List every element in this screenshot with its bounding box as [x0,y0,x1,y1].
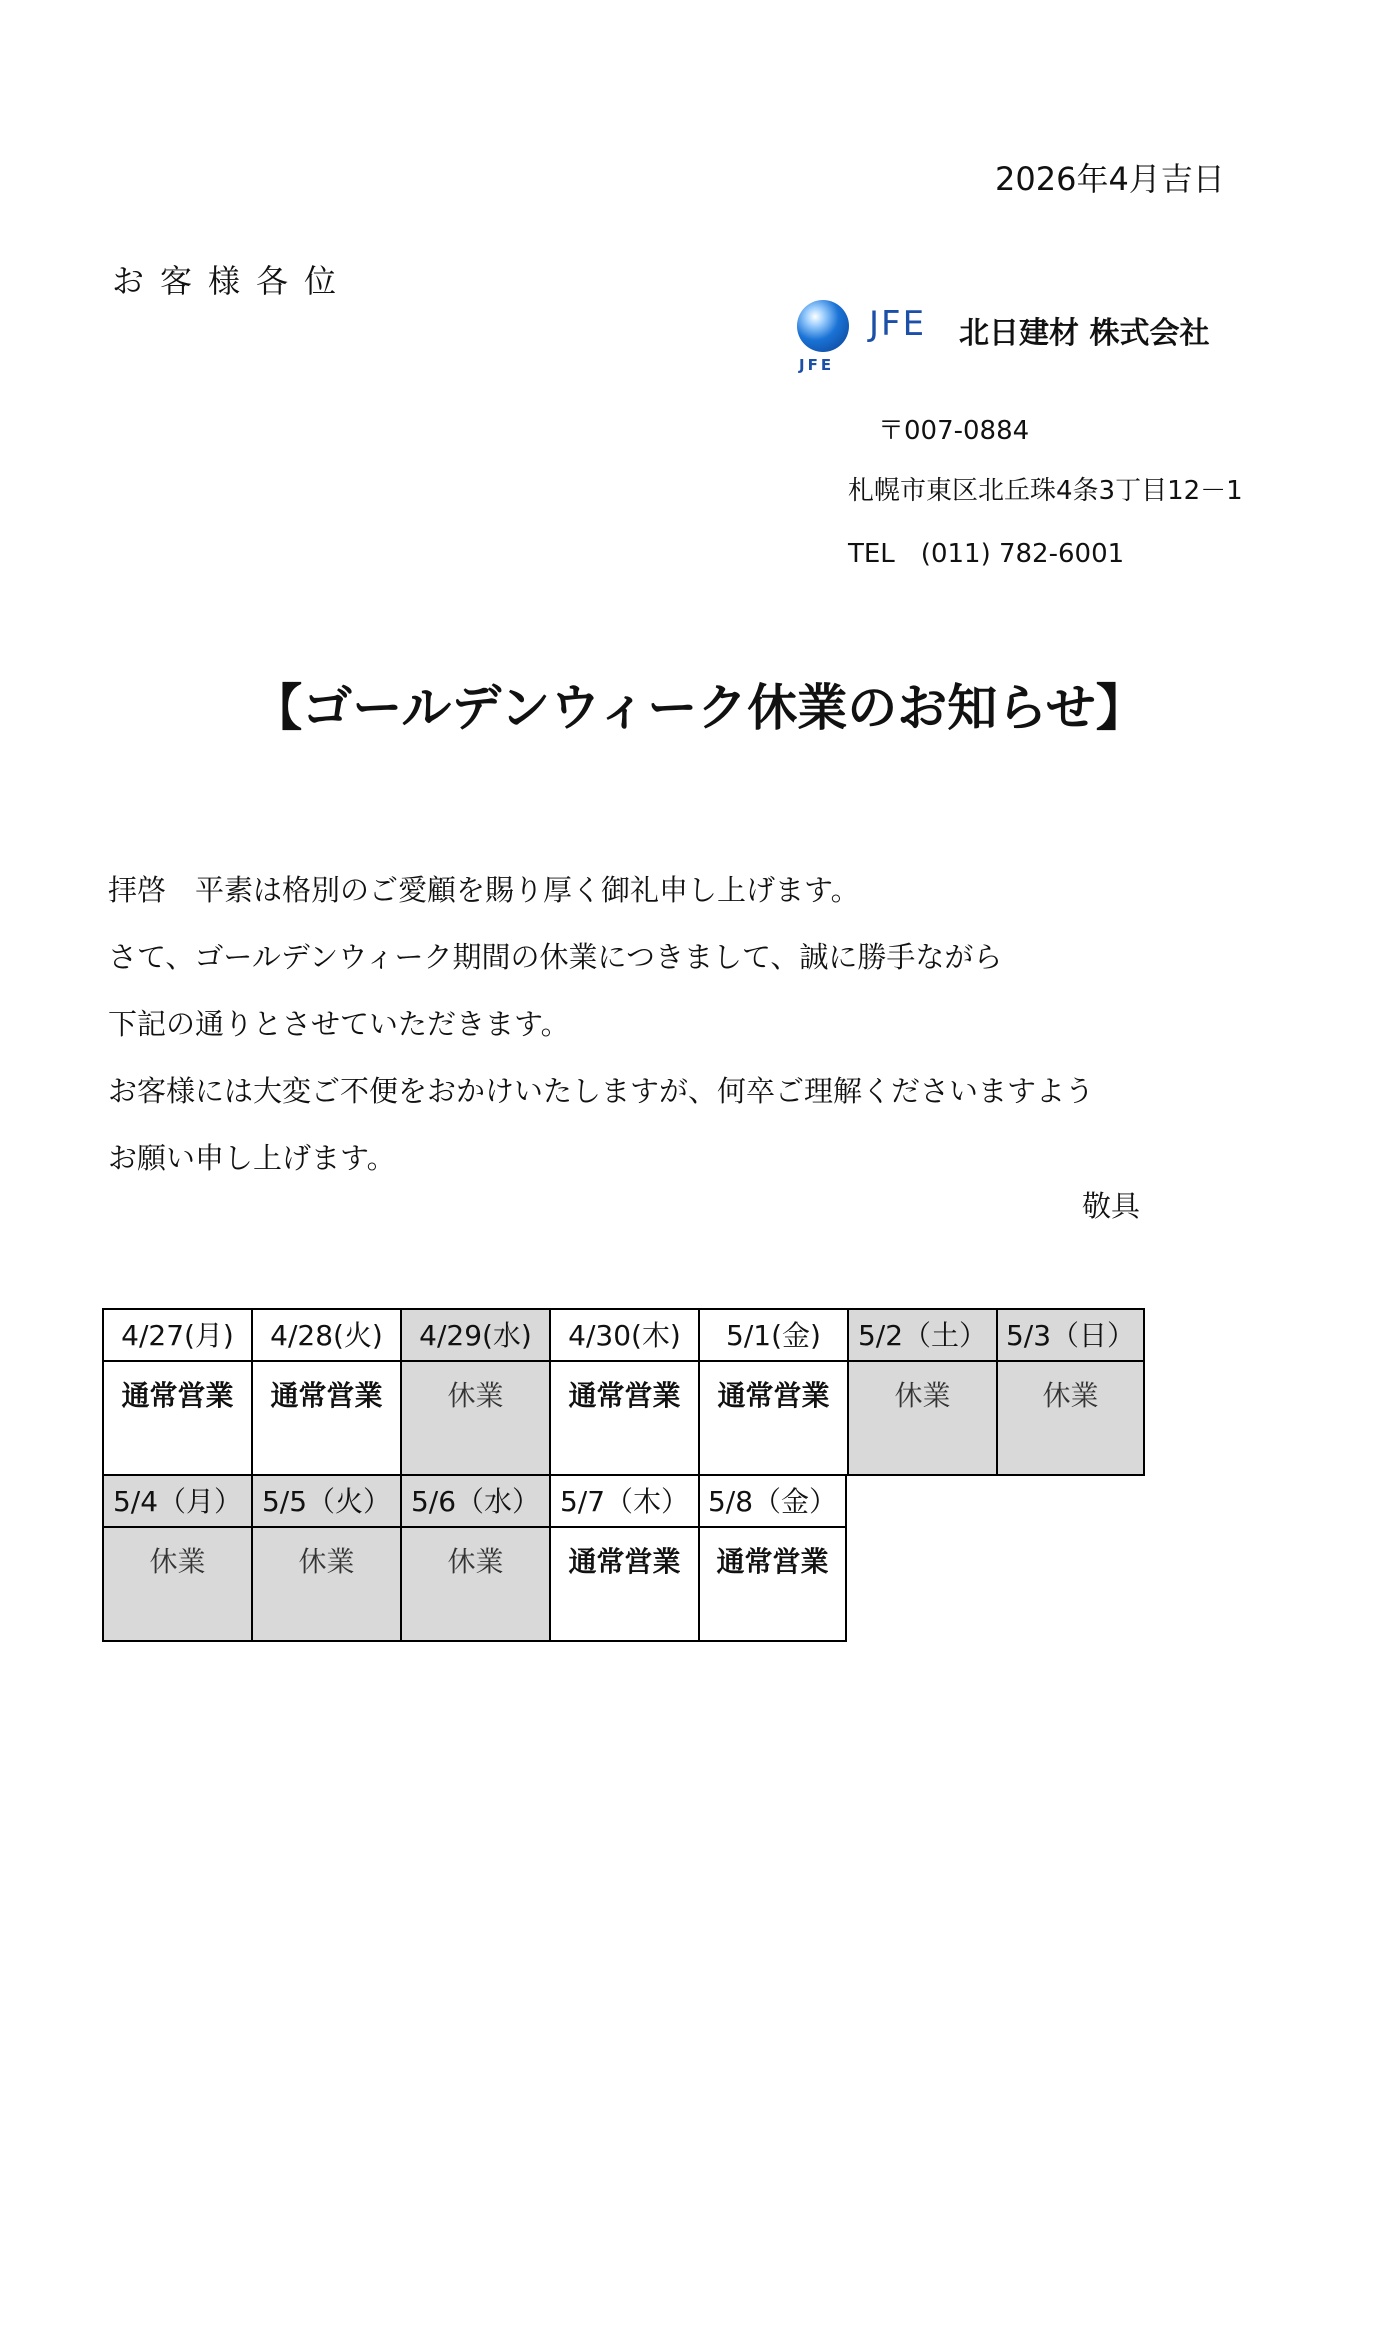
calendar-day-closed: 休業 [298,1545,355,1578]
calendar-day-open: 通常営業 [568,1545,681,1578]
calendar-day-date: 4/30(木) [551,1310,698,1362]
calendar-day-date: 5/7（木） [551,1476,698,1528]
calendar-day-cell [102,1308,251,1476]
jfe-sphere-icon [797,300,849,352]
calendar-day-date: 5/2（土） [849,1310,996,1362]
calendar-day-cell [400,1308,549,1476]
calendar-day-cell [549,1308,698,1476]
calendar-day-closed: 休業 [149,1545,206,1578]
company-address: 札幌市東区北丘珠4条3丁目12－1 [848,476,1243,506]
calendar-day-date: 5/3（日） [998,1310,1143,1362]
company-logo [797,300,1257,380]
calendar-day-date: 5/6（水） [402,1476,549,1528]
calendar-day-closed: 休業 [1042,1379,1099,1412]
body-line-2: さて、ゴールデンウィーク期間の休業につきまして、誠に勝手ながら [108,940,1003,974]
calendar-day-date: 4/27(月) [104,1310,251,1362]
calendar-day-cell [400,1474,549,1642]
closing: 敬具 [1082,1189,1141,1223]
body-line-4: お客様には大変ご不便をおかけいたしますが、何卒ご理解くださいますよう [108,1074,1095,1108]
calendar-day-cell [549,1474,698,1642]
calendar-day-closed: 休業 [447,1379,504,1412]
addressee: お客様各位 [112,262,353,300]
document-date: 2026年4月吉日 [995,160,1225,198]
calendar-day-cell [251,1474,400,1642]
notice-title: 【ゴールデンウィーク休業のお知らせ】 [252,679,1146,737]
calendar-day-date: 5/4（月） [104,1476,251,1528]
postal-code: 〒007-0884 [878,416,1030,446]
company-name: 北日建材 株式会社 [959,316,1210,351]
calendar-day-cell [102,1474,251,1642]
calendar-day-closed: 休業 [447,1545,504,1578]
calendar-day-cell [251,1308,400,1476]
calendar-day-open: 通常営業 [717,1379,830,1412]
body-line-1: 拝啓 平素は格別のご愛顧を賜り厚く御礼申し上げます。 [108,873,860,907]
calendar-day-cell [698,1474,847,1642]
calendar-day-open: 通常営業 [568,1379,681,1412]
calendar-day-cell [698,1308,847,1476]
body-line-3: 下記の通りとさせていただきます。 [108,1007,570,1041]
logo-brand-text: JFE [869,304,927,344]
calendar-day-open: 通常営業 [121,1379,234,1412]
company-tel: TEL (011) 782-6001 [848,539,1125,569]
calendar-day-date: 5/1(金) [700,1310,847,1362]
calendar-day-date: 4/28(火) [253,1310,400,1362]
calendar-day-cell [996,1308,1145,1476]
calendar-day-date: 5/5（火） [253,1476,400,1528]
calendar-day-open: 通常営業 [716,1545,829,1578]
calendar-day-date: 5/8（金） [700,1476,845,1528]
calendar-day-date: 4/29(水) [402,1310,549,1362]
calendar-day-closed: 休業 [894,1379,951,1412]
logo-mark-text: JFE [799,356,835,374]
calendar-day-open: 通常営業 [270,1379,383,1412]
calendar-day-cell [847,1308,996,1476]
body-line-5: お願い申し上げます。 [108,1141,396,1175]
